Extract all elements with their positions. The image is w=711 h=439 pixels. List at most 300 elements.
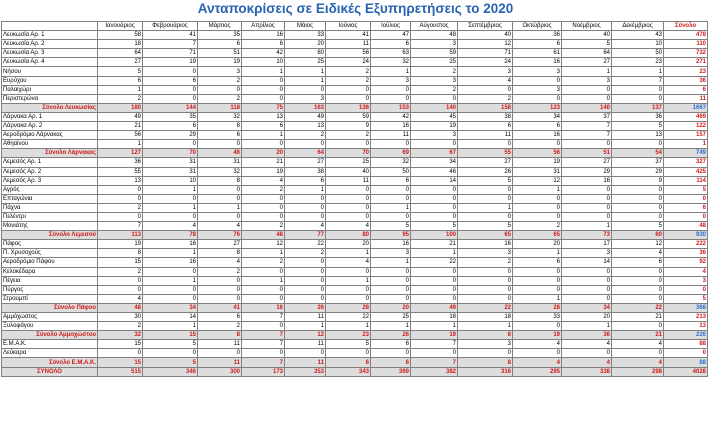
- month-value-cell: 0: [612, 194, 664, 203]
- month-value-cell: 4: [285, 222, 326, 231]
- month-value-cell: 36: [98, 158, 143, 167]
- month-value-cell: 0: [411, 94, 458, 103]
- month-value-cell: 31: [198, 158, 242, 167]
- services-table: [1, 21, 708, 377]
- month-value-cell: 0: [411, 185, 458, 194]
- month-value-cell: 369: [371, 367, 411, 376]
- month-value-cell: 64: [285, 149, 326, 158]
- month-value-cell: 14: [562, 258, 612, 267]
- month-value-cell: 382: [411, 367, 458, 376]
- row-total-cell: 157: [664, 131, 708, 140]
- month-value-cell: 0: [326, 285, 371, 294]
- month-value-cell: 2: [198, 94, 242, 103]
- month-value-cell: 0: [513, 203, 562, 212]
- month-value-cell: 4: [513, 358, 562, 367]
- month-value-cell: 0: [285, 349, 326, 358]
- month-value-cell: 65: [513, 231, 562, 240]
- month-value-cell: 16: [562, 176, 612, 185]
- month-value-cell: 0: [98, 285, 143, 294]
- table-row: [2, 67, 708, 76]
- month-value-cell: 0: [562, 212, 612, 221]
- month-value-cell: 127: [98, 149, 143, 158]
- month-value-cell: 18: [458, 313, 513, 322]
- month-value-cell: 0: [285, 85, 326, 94]
- month-value-cell: 37: [562, 112, 612, 121]
- month-value-cell: 0: [513, 276, 562, 285]
- month-value-cell: 4: [143, 222, 198, 231]
- table-row: [2, 112, 708, 121]
- row-total-cell: 732: [664, 49, 708, 58]
- month-value-cell: 100: [411, 231, 458, 240]
- total-header: Σύνολο: [664, 22, 708, 31]
- month-value-cell: 7: [612, 76, 664, 85]
- month-value-cell: 1: [513, 185, 562, 194]
- month-value-cell: 0: [198, 349, 242, 358]
- row-label: Λευκωσία Αρ. 3: [2, 49, 98, 58]
- row-total-cell: 110: [664, 40, 708, 49]
- month-value-cell: 0: [411, 203, 458, 212]
- subtotal-row: [2, 231, 708, 240]
- month-value-cell: 140: [562, 103, 612, 112]
- month-value-cell: 2: [513, 222, 562, 231]
- month-value-cell: 4: [562, 358, 612, 367]
- header-label-cell: [2, 22, 98, 31]
- month-value-cell: 34: [143, 303, 198, 312]
- month-value-cell: 0: [143, 349, 198, 358]
- month-value-cell: 1: [285, 322, 326, 331]
- month-value-cell: 25: [326, 158, 371, 167]
- month-value-cell: 64: [98, 49, 143, 58]
- table-row: [2, 203, 708, 212]
- month-value-cell: 0: [326, 294, 371, 303]
- month-value-cell: 80: [326, 231, 371, 240]
- month-value-cell: 15: [98, 340, 143, 349]
- month-value-cell: 0: [198, 140, 242, 149]
- month-value-cell: 0: [513, 76, 562, 85]
- row-label: Λεμεσός Αρ. 1: [2, 158, 98, 167]
- month-value-cell: 19: [242, 167, 285, 176]
- month-value-cell: 0: [411, 267, 458, 276]
- month-value-cell: 25: [371, 313, 411, 322]
- month-value-cell: 0: [371, 94, 411, 103]
- month-value-cell: 1: [98, 140, 143, 149]
- row-label: Πελέντρι: [2, 212, 98, 221]
- month-value-cell: 46: [411, 167, 458, 176]
- month-value-cell: 2: [98, 94, 143, 103]
- month-value-cell: 28: [513, 303, 562, 312]
- row-label: ΣΥΝΟΛΟ: [2, 367, 98, 376]
- month-value-cell: 144: [143, 103, 198, 112]
- row-label: Σύνολο Λάρνακας: [2, 149, 98, 158]
- row-total-cell: 368: [664, 303, 708, 312]
- month-value-cell: 12: [285, 331, 326, 340]
- subtotal-row: [2, 303, 708, 312]
- month-value-cell: 0: [371, 276, 411, 285]
- month-value-cell: 0: [612, 349, 664, 358]
- month-value-cell: 32: [371, 158, 411, 167]
- month-value-cell: 61: [513, 49, 562, 58]
- month-value-cell: 0: [242, 140, 285, 149]
- table-row: [2, 313, 708, 322]
- table-row: [2, 349, 708, 358]
- month-value-cell: 23: [612, 58, 664, 67]
- month-value-cell: 16: [242, 31, 285, 40]
- table-row: [2, 40, 708, 49]
- month-value-cell: 1: [143, 249, 198, 258]
- month-value-cell: 0: [612, 85, 664, 94]
- month-value-cell: 20: [326, 240, 371, 249]
- month-value-cell: 19: [513, 331, 562, 340]
- month-value-cell: 3: [371, 249, 411, 258]
- month-value-cell: 0: [458, 294, 513, 303]
- month-value-cell: 1: [562, 322, 612, 331]
- month-value-cell: 21: [98, 122, 143, 131]
- month-value-cell: 24: [326, 58, 371, 67]
- month-value-cell: 1: [513, 294, 562, 303]
- row-label: Νήσου: [2, 67, 98, 76]
- row-label: Ε.Μ.Α.Κ.: [2, 340, 98, 349]
- month-value-cell: 6: [371, 40, 411, 49]
- month-value-cell: 70: [143, 149, 198, 158]
- row-total-cell: 88: [664, 358, 708, 367]
- month-value-cell: 15: [143, 331, 198, 340]
- month-value-cell: 136: [326, 103, 371, 112]
- month-value-cell: 0: [612, 267, 664, 276]
- month-value-cell: 35: [143, 112, 198, 121]
- month-value-cell: 0: [285, 267, 326, 276]
- month-value-cell: 1: [411, 322, 458, 331]
- row-label: Μονιάτης: [2, 222, 98, 231]
- month-value-cell: 0: [458, 285, 513, 294]
- row-total-cell: 36: [664, 76, 708, 85]
- month-value-cell: 163: [285, 103, 326, 112]
- month-value-cell: 2: [98, 267, 143, 276]
- month-value-cell: 4: [458, 76, 513, 85]
- table-row: [2, 285, 708, 294]
- month-value-cell: 0: [612, 322, 664, 331]
- month-value-cell: 36: [513, 31, 562, 40]
- month-value-cell: 0: [371, 85, 411, 94]
- month-value-cell: 0: [513, 267, 562, 276]
- month-value-cell: 353: [285, 367, 326, 376]
- month-value-cell: 29: [612, 167, 664, 176]
- month-value-cell: 3: [285, 94, 326, 103]
- month-value-cell: 0: [143, 67, 198, 76]
- month-value-cell: 8: [458, 358, 513, 367]
- month-value-cell: 10: [143, 176, 198, 185]
- month-value-cell: 2: [98, 322, 143, 331]
- month-value-cell: 29: [562, 167, 612, 176]
- month-value-cell: 25: [411, 58, 458, 67]
- month-value-cell: 0: [242, 212, 285, 221]
- month-value-cell: 0: [458, 194, 513, 203]
- month-value-cell: 1: [612, 67, 664, 76]
- month-value-cell: 16: [371, 122, 411, 131]
- row-total-cell: 13: [664, 322, 708, 331]
- month-value-cell: 30: [98, 313, 143, 322]
- month-header: Ιούνιος: [326, 22, 371, 31]
- month-value-cell: 0: [371, 212, 411, 221]
- month-value-cell: 49: [411, 303, 458, 312]
- row-total-cell: 478: [664, 31, 708, 40]
- month-value-cell: 19: [411, 331, 458, 340]
- month-value-cell: 3: [562, 76, 612, 85]
- month-value-cell: 34: [513, 112, 562, 121]
- row-total-cell: 48: [664, 222, 708, 231]
- month-value-cell: 6: [285, 176, 326, 185]
- row-label: Πάφος: [2, 240, 98, 249]
- month-value-cell: 7: [242, 340, 285, 349]
- row-total-cell: 122: [664, 122, 708, 131]
- row-total-cell: 327: [664, 158, 708, 167]
- month-value-cell: 42: [371, 112, 411, 121]
- month-value-cell: 0: [513, 322, 562, 331]
- month-value-cell: 2: [198, 267, 242, 276]
- month-header: Αύγουστος: [411, 22, 458, 31]
- month-value-cell: 0: [411, 212, 458, 221]
- month-value-cell: 3: [371, 76, 411, 85]
- month-value-cell: 80: [285, 49, 326, 58]
- month-value-cell: 2: [411, 67, 458, 76]
- table-row: [2, 340, 708, 349]
- month-value-cell: 29: [143, 131, 198, 140]
- month-value-cell: 2: [198, 76, 242, 85]
- month-value-cell: 17: [562, 240, 612, 249]
- month-value-cell: 4: [98, 294, 143, 303]
- month-value-cell: 158: [458, 103, 513, 112]
- month-value-cell: 2: [458, 258, 513, 267]
- month-value-cell: 0: [612, 294, 664, 303]
- month-value-cell: 42: [242, 49, 285, 58]
- month-value-cell: 0: [198, 276, 242, 285]
- month-value-cell: 8: [458, 331, 513, 340]
- month-value-cell: 3: [513, 67, 562, 76]
- month-value-cell: 1: [411, 249, 458, 258]
- month-header: Μάιος: [285, 22, 326, 31]
- month-value-cell: 12: [612, 240, 664, 249]
- month-value-cell: 55: [98, 167, 143, 176]
- month-value-cell: 2: [458, 94, 513, 103]
- row-total-cell: 4028: [664, 367, 708, 376]
- month-value-cell: 60: [612, 231, 664, 240]
- row-total-cell: 0: [664, 285, 708, 294]
- month-value-cell: 0: [242, 349, 285, 358]
- month-value-cell: 13: [285, 122, 326, 131]
- month-value-cell: 0: [326, 185, 371, 194]
- month-header: Απρίλιος: [242, 22, 285, 31]
- month-value-cell: 515: [98, 367, 143, 376]
- row-total-cell: 0: [664, 194, 708, 203]
- month-value-cell: 34: [411, 158, 458, 167]
- row-label: Πάχνα: [2, 203, 98, 212]
- month-value-cell: 140: [411, 103, 458, 112]
- month-value-cell: 15: [98, 258, 143, 267]
- month-value-cell: 5: [371, 222, 411, 231]
- table-row: [2, 122, 708, 131]
- month-value-cell: 40: [326, 167, 371, 176]
- month-value-cell: 31: [513, 167, 562, 176]
- grand-total-row: [2, 367, 708, 376]
- month-header: Νοέμβριος: [562, 22, 612, 31]
- row-label: Περιστερώνα: [2, 94, 98, 103]
- row-total-cell: 92: [664, 258, 708, 267]
- table-row: [2, 31, 708, 40]
- month-value-cell: 71: [143, 49, 198, 58]
- subtotal-row: [2, 358, 708, 367]
- month-value-cell: 38: [458, 112, 513, 121]
- month-value-cell: 12: [242, 240, 285, 249]
- month-value-cell: 58: [98, 31, 143, 40]
- month-value-cell: 298: [612, 367, 664, 376]
- month-value-cell: 1: [371, 322, 411, 331]
- month-value-cell: 0: [612, 285, 664, 294]
- row-label: Αεροδρόμιο Πάφου: [2, 258, 98, 267]
- month-value-cell: 20: [242, 149, 285, 158]
- month-value-cell: 5: [612, 122, 664, 131]
- month-value-cell: 4: [612, 358, 664, 367]
- row-total-cell: 226: [664, 331, 708, 340]
- month-value-cell: 6: [371, 340, 411, 349]
- month-value-cell: 6: [371, 358, 411, 367]
- month-value-cell: 6: [143, 76, 198, 85]
- row-total-cell: 271: [664, 58, 708, 67]
- row-label: Σύνολο Ε.Μ.Α.Κ.: [2, 358, 98, 367]
- month-value-cell: 7: [242, 331, 285, 340]
- row-total-cell: 222: [664, 240, 708, 249]
- month-value-cell: 1: [371, 203, 411, 212]
- table-row: [2, 249, 708, 258]
- row-label: Ευρύχου: [2, 76, 98, 85]
- month-value-cell: 22: [285, 240, 326, 249]
- page-title: Ανταποκρίσεις σε Ειδικές Εξυπηρετήσεις το 2020: [197, 1, 514, 16]
- month-value-cell: 343: [326, 367, 371, 376]
- month-value-cell: 6: [242, 40, 285, 49]
- month-value-cell: 19: [513, 158, 562, 167]
- month-value-cell: 12: [458, 40, 513, 49]
- month-value-cell: 33: [285, 31, 326, 40]
- row-label: Επταγώνια: [2, 194, 98, 203]
- table-row: [2, 294, 708, 303]
- month-value-cell: 18: [98, 40, 143, 49]
- month-value-cell: 0: [513, 94, 562, 103]
- month-value-cell: 11: [285, 358, 326, 367]
- month-value-cell: 1: [242, 67, 285, 76]
- month-value-cell: 41: [326, 31, 371, 40]
- month-value-cell: 27: [98, 58, 143, 67]
- row-label: Λευκωσία Αρ. 1: [2, 31, 98, 40]
- month-value-cell: 1: [458, 203, 513, 212]
- month-value-cell: 16: [513, 58, 562, 67]
- month-value-cell: 0: [198, 194, 242, 203]
- month-value-cell: 0: [458, 276, 513, 285]
- month-value-cell: 1: [143, 203, 198, 212]
- table-row: [2, 140, 708, 149]
- month-value-cell: 95: [371, 231, 411, 240]
- month-value-cell: 0: [285, 285, 326, 294]
- month-value-cell: 1: [513, 249, 562, 258]
- month-value-cell: 20: [562, 313, 612, 322]
- month-value-cell: 137: [612, 103, 664, 112]
- month-value-cell: 59: [326, 112, 371, 121]
- month-value-cell: 0: [98, 194, 143, 203]
- month-value-cell: 0: [143, 267, 198, 276]
- month-value-cell: 0: [326, 194, 371, 203]
- month-value-cell: 0: [198, 285, 242, 294]
- month-value-cell: 50: [371, 167, 411, 176]
- month-value-cell: 0: [285, 140, 326, 149]
- table-row: [2, 240, 708, 249]
- month-value-cell: 2: [285, 131, 326, 140]
- month-value-cell: 0: [242, 203, 285, 212]
- month-value-cell: 15: [98, 358, 143, 367]
- month-value-cell: 6: [513, 122, 562, 131]
- month-value-cell: 0: [326, 349, 371, 358]
- month-value-cell: 6: [242, 122, 285, 131]
- table-row: [2, 76, 708, 85]
- month-value-cell: 0: [285, 294, 326, 303]
- month-value-cell: 6: [513, 40, 562, 49]
- month-value-cell: 1: [242, 276, 285, 285]
- month-value-cell: 7: [562, 131, 612, 140]
- month-value-cell: 16: [458, 240, 513, 249]
- month-value-cell: 8: [198, 122, 242, 131]
- row-label: Λεμεσός Αρ. 3: [2, 176, 98, 185]
- month-value-cell: 0: [513, 140, 562, 149]
- month-value-cell: 0: [285, 203, 326, 212]
- month-value-cell: 0: [612, 185, 664, 194]
- month-value-cell: 0: [371, 294, 411, 303]
- month-value-cell: 37: [612, 158, 664, 167]
- month-value-cell: 2: [326, 76, 371, 85]
- month-value-cell: 1: [371, 67, 411, 76]
- row-total-cell: 5: [664, 185, 708, 194]
- month-value-cell: 8: [198, 249, 242, 258]
- month-value-cell: 1: [285, 76, 326, 85]
- month-value-cell: 6: [143, 122, 198, 131]
- month-value-cell: 6: [458, 122, 513, 131]
- month-value-cell: 0: [326, 85, 371, 94]
- row-total-cell: 930: [664, 231, 708, 240]
- month-value-cell: 300: [198, 367, 242, 376]
- table-row: [2, 49, 708, 58]
- month-value-cell: 63: [371, 49, 411, 58]
- month-value-cell: 13: [98, 176, 143, 185]
- month-value-cell: 4: [198, 222, 242, 231]
- month-value-cell: 56: [513, 149, 562, 158]
- month-value-cell: 1: [143, 276, 198, 285]
- row-label: Σύνολο Πάφου: [2, 303, 98, 312]
- month-value-cell: 19: [98, 240, 143, 249]
- month-value-cell: 6: [198, 131, 242, 140]
- month-value-cell: 4: [198, 258, 242, 267]
- month-value-cell: 3: [458, 340, 513, 349]
- month-value-cell: 1: [562, 222, 612, 231]
- month-value-cell: 123: [513, 103, 562, 112]
- month-value-cell: 1: [371, 258, 411, 267]
- row-label: Αθηαίνου: [2, 140, 98, 149]
- row-label: Αμμόχωστος: [2, 313, 98, 322]
- month-value-cell: 1: [143, 185, 198, 194]
- month-value-cell: 316: [458, 367, 513, 376]
- month-value-cell: 0: [371, 285, 411, 294]
- month-value-cell: 16: [513, 131, 562, 140]
- month-value-cell: 0: [562, 194, 612, 203]
- month-value-cell: 8: [198, 176, 242, 185]
- month-value-cell: 173: [242, 367, 285, 376]
- month-value-cell: 27: [198, 240, 242, 249]
- month-value-cell: 0: [98, 276, 143, 285]
- month-value-cell: 5: [411, 222, 458, 231]
